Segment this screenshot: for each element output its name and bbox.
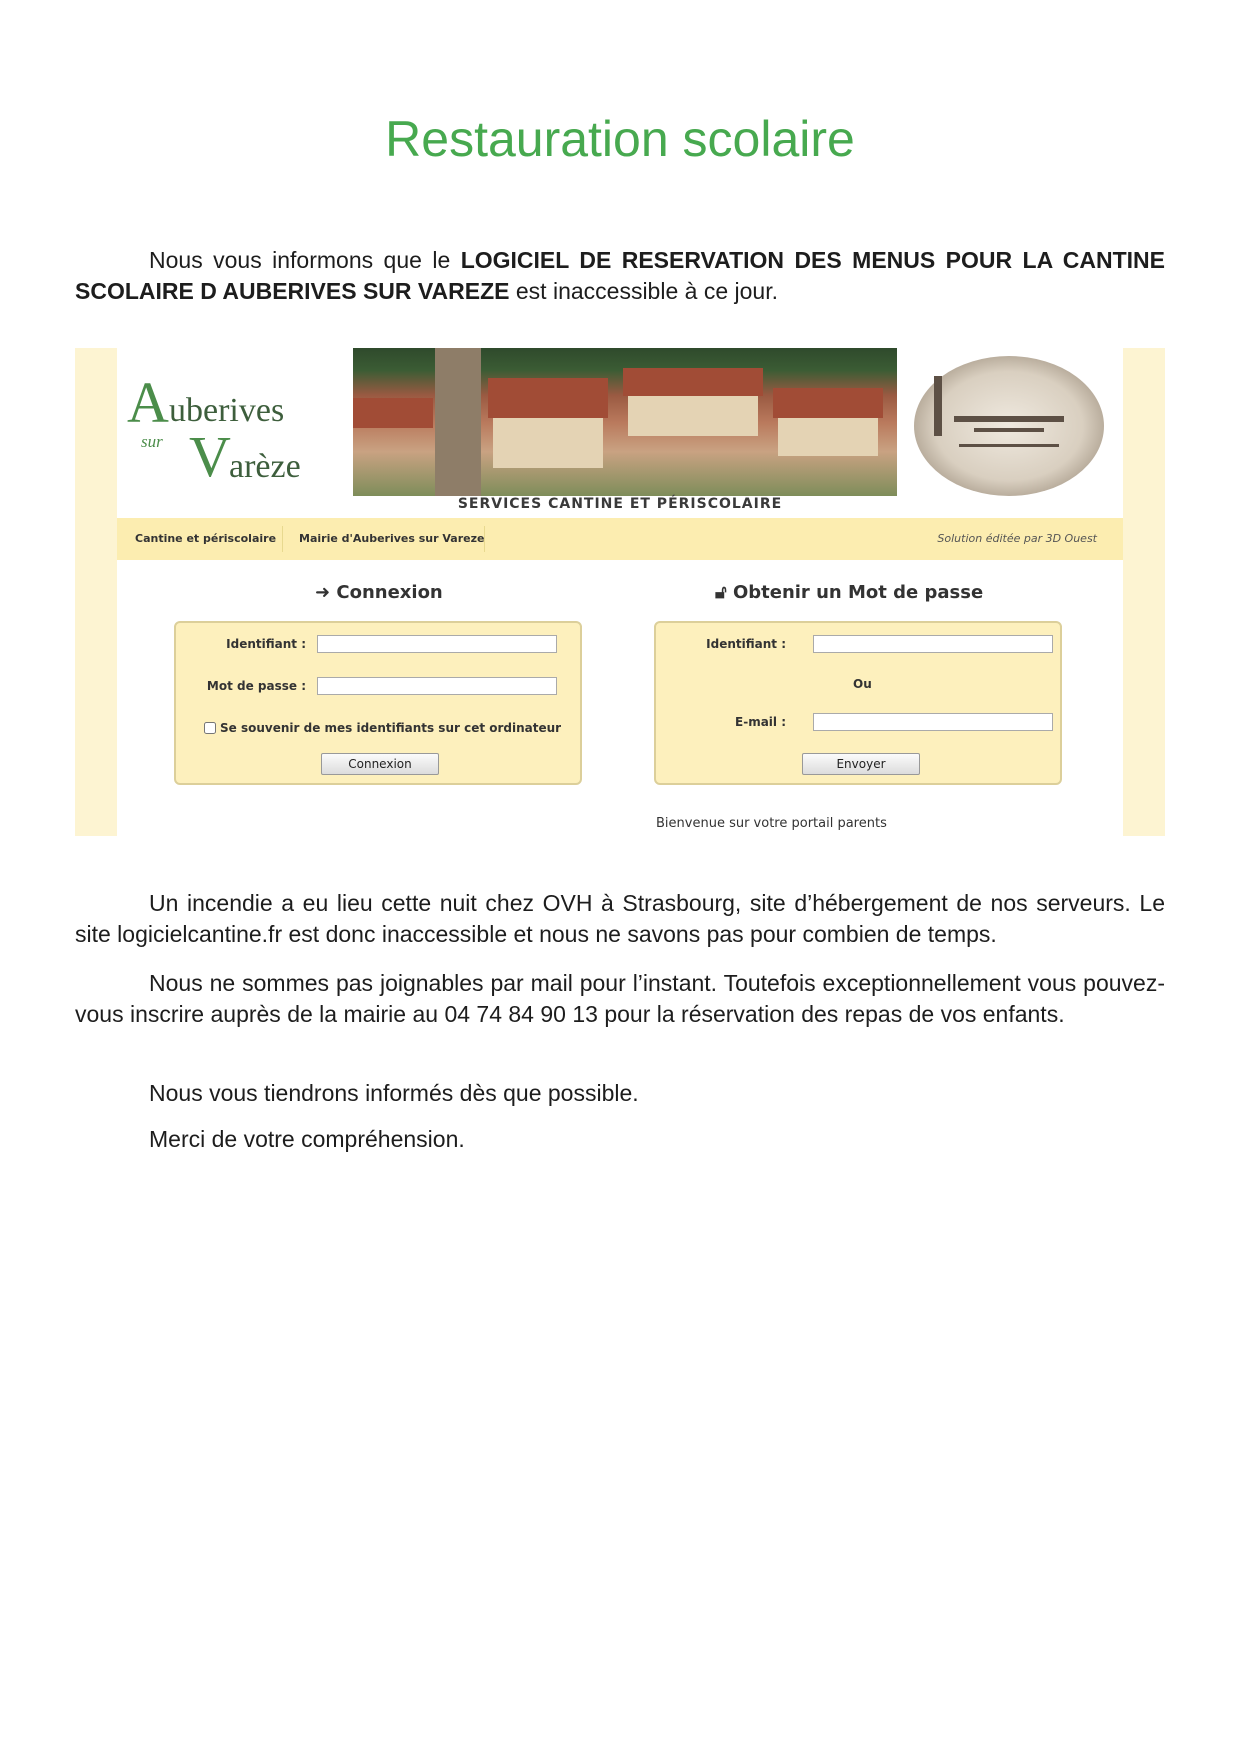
login-heading: [315, 582, 443, 603]
nav-item-cantine[interactable]: Cantine et périscolaire: [135, 532, 277, 545]
logo-uberives: uberives: [169, 392, 285, 429]
logo-areze: arèze: [229, 448, 301, 485]
paragraph-2: [75, 968, 1165, 1030]
remember-me-checkbox[interactable]: [204, 722, 216, 734]
paragraph-1-text: Un incendie a eu lieu cette nuit chez OVH à Strasbourg, site d’hébergement de nos serveurs. Le site logicielcantine.fr est donc inaccessible et nous ne savons pas pour combien de temps.: [75, 890, 1165, 947]
remember-me-label: Se souvenir de mes identifiants sur cet ordinateur: [220, 721, 562, 735]
login-password-input[interactable]: [317, 677, 557, 695]
login-button[interactable]: Connexion: [321, 753, 439, 775]
welcome-message: Bienvenue sur votre portail parents: [656, 816, 887, 831]
page-title: Restauration scolaire: [385, 111, 855, 167]
cantine-site-screenshot: [75, 348, 1165, 836]
auberives-logo: [127, 372, 347, 492]
paragraph-4: [75, 1124, 1165, 1155]
or-separator: Ou: [853, 677, 872, 691]
password-heading-text: Obtenir un Mot de passe: [732, 582, 984, 603]
editor-credit: Solution éditée par 3D Ouest: [937, 532, 1097, 545]
email-label: E-mail :: [735, 715, 786, 729]
password-box: [654, 621, 1062, 785]
login-id-label: Identifiant :: [226, 637, 306, 651]
sign-in-icon: ➜: [315, 582, 331, 603]
site-navbar: [117, 518, 1123, 560]
unlock-icon: 🔓︎: [715, 582, 727, 603]
password-id-label: Identifiant :: [706, 637, 786, 651]
paragraph-3-text: Nous vous tiendrons informés dès que possible.: [149, 1080, 639, 1106]
village-photo: [353, 348, 897, 496]
login-password-label: Mot de passe :: [206, 679, 306, 693]
town-hall-engraving: [914, 356, 1104, 496]
site-content: [117, 348, 1123, 836]
intro-paragraph: [75, 245, 1165, 307]
paragraph-2-text: Nous ne sommes pas joignables par mail pour l’instant. Toutefois exceptionnellement vous pouvez-vous inscrire auprès de la mairie au 04 74 84 90 13 pour la réservation des repas de vos enfants.: [75, 970, 1165, 1027]
paragraph-4-text: Merci de votre compréhension.: [149, 1126, 465, 1152]
login-id-input[interactable]: [317, 635, 557, 653]
logo-letter-v: V: [189, 424, 231, 489]
logo-sur: sur: [141, 432, 163, 451]
intro-text-after: est inaccessible à ce jour.: [509, 278, 778, 304]
services-banner: SERVICES CANTINE ET PÉRISCOLAIRE: [457, 496, 783, 512]
send-button[interactable]: Envoyer: [802, 753, 920, 775]
logo-letter-a: A: [127, 370, 169, 435]
intro-text-before: Nous vous informons que le: [149, 247, 461, 273]
password-id-input[interactable]: [813, 635, 1053, 653]
nav-item-mairie[interactable]: Mairie d'Auberives sur Vareze: [299, 532, 485, 545]
login-heading-text: Connexion: [336, 582, 443, 603]
paragraph-1: [75, 888, 1165, 950]
password-heading: [715, 582, 983, 603]
intro-bold-text: LOGICIEL DE RESERVATION DES MENUS POUR LA CANTINE SCOLAIRE D AUBERIVES SUR VAREZE: [75, 247, 1165, 304]
paragraph-3: [75, 1078, 1165, 1109]
login-box: [174, 621, 582, 785]
email-input[interactable]: [813, 713, 1053, 731]
